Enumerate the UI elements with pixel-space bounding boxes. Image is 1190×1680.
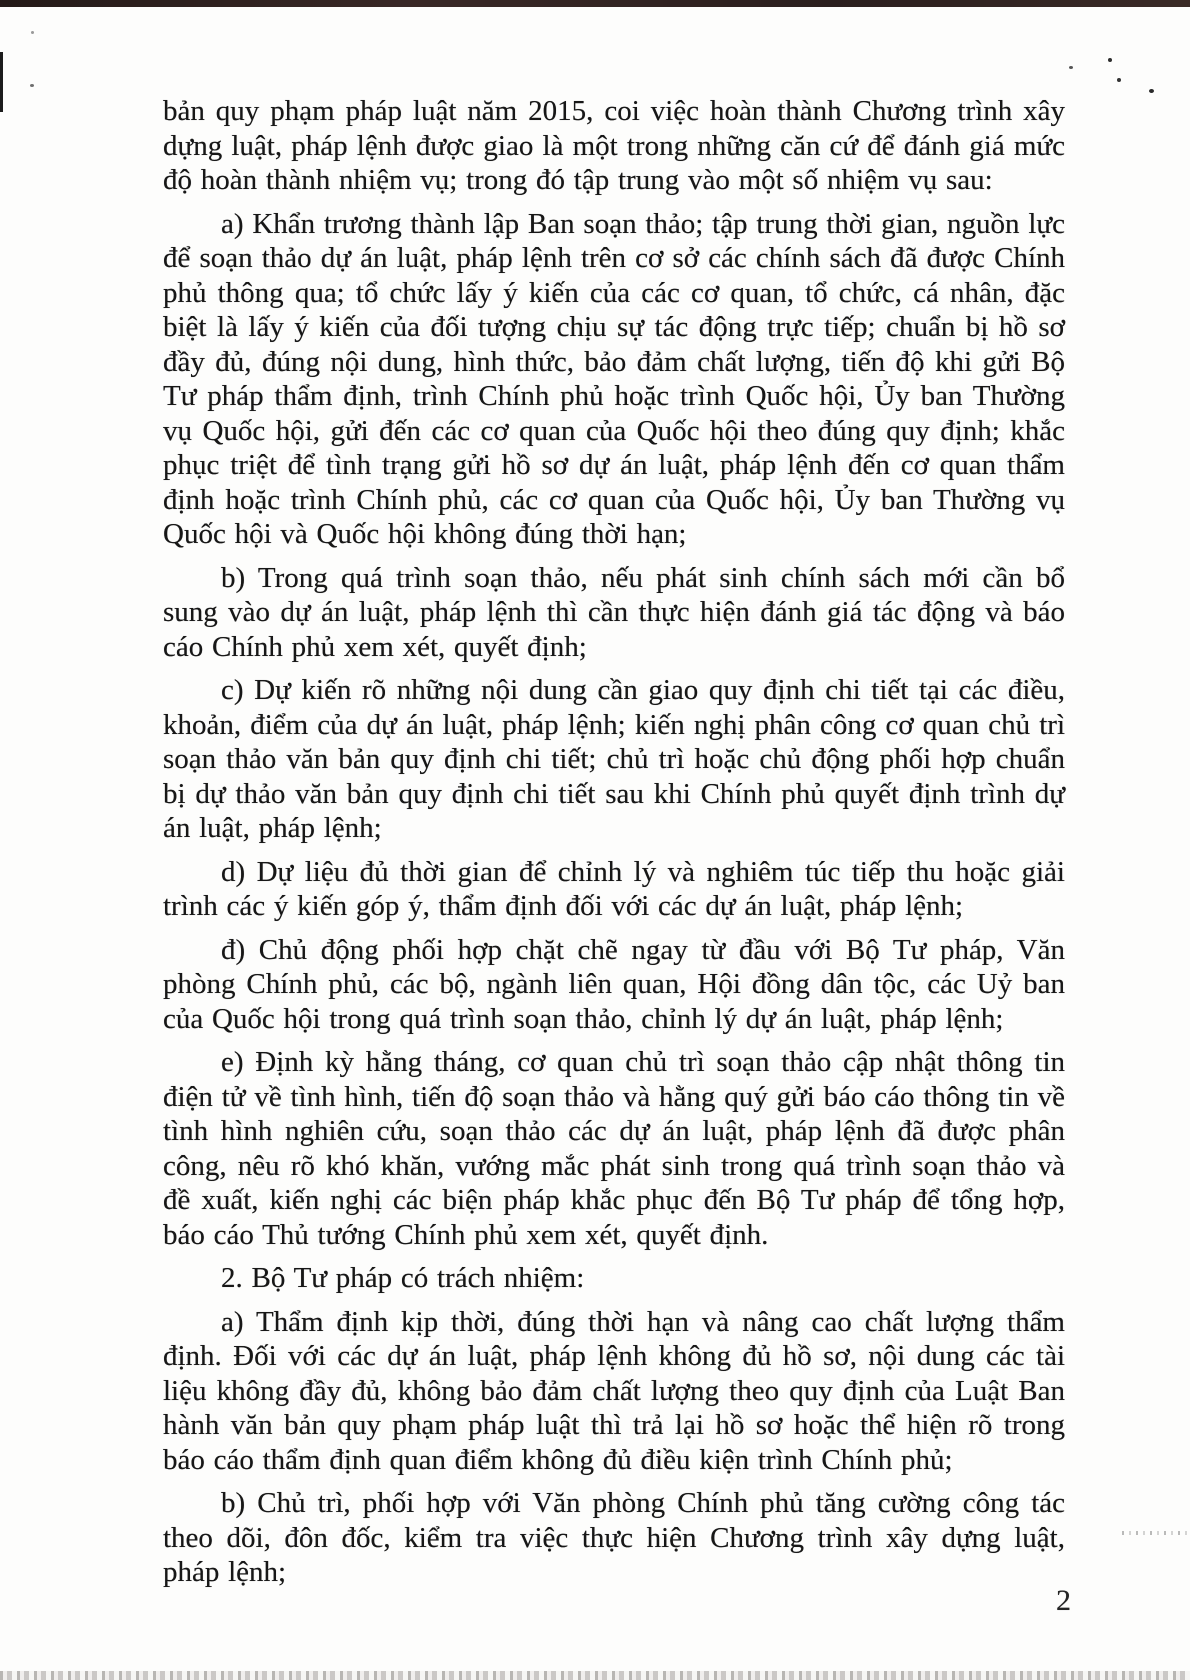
scan-speckle: [1108, 58, 1112, 62]
scan-speckle: [31, 31, 34, 34]
page-number: 2: [1056, 1584, 1071, 1617]
paragraph-item-1d: d) Dự liệu đủ thời gian để chỉnh lý và nghiêm túc tiếp thu hoặc giải trình các ý kiến góp ý, thẩm định đối với các dự án luật, pháp lệnh;: [163, 855, 1065, 922]
scan-speckle: [1117, 78, 1121, 82]
paragraph-continuation: bản quy phạm pháp luật năm 2015, coi việc hoàn thành Chương trình xây dựng luật, pháp lệnh được giao là một trong những căn cứ để đánh giá mức độ hoàn thành nhiệm vụ; trong đó tập trung vào một số nhiệm vụ sau:: [163, 95, 1065, 196]
paragraph-item-1c: c) Dự kiến rõ những nội dung cần giao quy định chi tiết tại các điều, khoản, điểm của dự án luật, pháp lệnh; kiến nghị phân công cơ quan chủ trì soạn thảo văn bản quy định chi tiết; chủ trì hoặc chủ động phối hợp chuẩn bị dự thảo văn bản quy định chi tiết sau khi Chính phủ quyết định trình dự án luật, pháp lệnh;: [163, 674, 1065, 844]
scan-speckle: [1149, 89, 1154, 93]
paragraph-item-2b: b) Chủ trì, phối hợp với Văn phòng Chính phủ tăng cường công tác theo dõi, đôn đốc, kiểm tra việc thực hiện Chương trình xây dựng luật, pháp lệnh;: [163, 1487, 1065, 1588]
scan-speckle: [30, 84, 34, 87]
paragraph-section-2: 2. Bộ Tư pháp có trách nhiệm:: [221, 1262, 585, 1294]
paragraph-item-1e: e) Định kỳ hằng tháng, cơ quan chủ trì soạn thảo cập nhật thông tin điện tử về tình hình, tiến độ soạn thảo và hằng quý gửi báo cáo thông tin về tình hình nghiên cứu, soạn thảo các dự án luật, pháp lệnh đã được phân công, nêu rõ khó khăn, vướng mắc phát sinh trong quá trình soạn thảo và đề xuất, kiến nghị các biện pháp khắc phục đến Bộ Tư pháp để tổng hợp, báo cáo Thủ tướng Chính phủ xem xét, quyết định.: [163, 1046, 1065, 1251]
scan-speckle: [1069, 66, 1073, 69]
scan-smudge: [1122, 1531, 1190, 1535]
paragraph-item-1a: a) Khẩn trương thành lập Ban soạn thảo; tập trung thời gian, nguồn lực để soạn thảo dự án luật, pháp lệnh trên cơ sở các chính sách đã được Chính phủ thông qua; tổ chức lấy ý kiến của các cơ quan, tổ chức, cá nhân, đặc biệt là lấy ý kiến của đối tượng chịu sự tác động trực tiếp; chuẩn bị hồ sơ đầy đủ, đúng nội dung, hình thức, bảo đảm chất lượng, tiến độ khi gửi Bộ Tư pháp thẩm định, trình Chính phủ hoặc trình Quốc hội, Ủy ban Thường vụ Quốc hội, gửi đến các cơ quan của Quốc hội theo đúng quy định; khắc phục triệt để tình trạng gửi hồ sơ dự án luật, pháp lệnh đến cơ quan thẩm định hoặc trình Chính phủ, các cơ quan của Quốc hội, Ủy ban Thường vụ Quốc hội và Quốc hội không đúng thời hạn;: [163, 207, 1065, 550]
scan-artifact-left-edge: [0, 52, 3, 112]
scan-artifact-bottom-edge: [0, 1671, 1190, 1680]
paragraph-item-2a: a) Thẩm định kịp thời, đúng thời hạn và nâng cao chất lượng thẩm định. Đối với các dự án luật, pháp lệnh không đủ hồ sơ, nội dung các tài liệu không đầy đủ, không bảo đảm chất lượng theo quy định của Luật Ban hành văn bản quy phạm pháp luật thì trả lại hồ sơ hoặc thể hiện rõ trong báo cáo thẩm định quan điểm không đủ điều kiện trình Chính phủ;: [163, 1305, 1065, 1476]
paragraph-item-1b: b) Trong quá trình soạn thảo, nếu phát sinh chính sách mới cần bổ sung vào dự án luật, pháp lệnh thì cần thực hiện đánh giá tác động và báo cáo Chính phủ xem xét, quyết định;: [163, 561, 1065, 663]
paragraph-item-1dd: đ) Chủ động phối hợp chặt chẽ ngay từ đầu với Bộ Tư pháp, Văn phòng Chính phủ, các bộ, ngành liên quan, Hội đồng dân tộc, các Uỷ ban của Quốc hội trong quá trình soạn thảo, chỉnh lý dự án luật, pháp lệnh;: [163, 933, 1065, 1035]
scan-artifact-top-edge: [0, 0, 1190, 7]
document-body: [163, 94, 1065, 1599]
